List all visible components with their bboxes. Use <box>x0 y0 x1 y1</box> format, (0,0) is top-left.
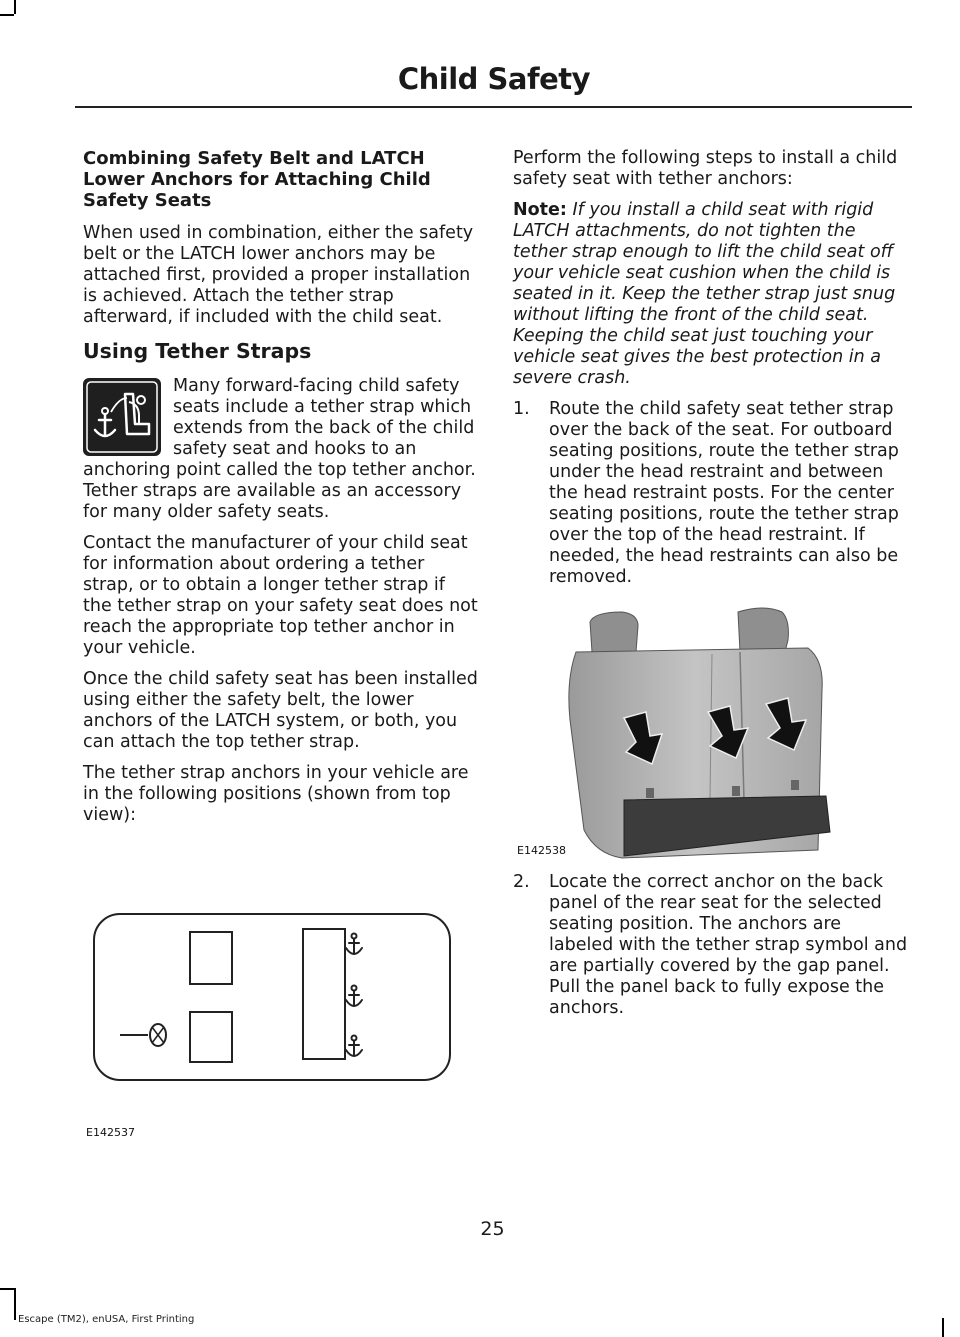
note-text: If you install a child seat with rigid LATCH attachments, do not tighten the tether strap enough to lift the child seat off your vehicle seat cushion when the child is seated in it. Keep the tether strap just snug without lifting the front of the child seat. Keeping the child seat just touching your vehicle seat gives the best protection in a severe crash. <box>513 200 896 388</box>
right-column <box>513 148 910 598</box>
step-number: 1. <box>513 399 530 419</box>
child-seat-tether-anchor-icon <box>83 378 161 456</box>
steps-list-part1 <box>513 399 910 588</box>
figure-label-left: E142537 <box>86 1126 135 1139</box>
page-title: Child Safety <box>397 62 590 96</box>
step-number: 2. <box>513 872 530 892</box>
section-heading-tether-straps: Using Tether Straps <box>83 339 312 363</box>
note-block <box>513 200 910 389</box>
list-item <box>513 399 910 588</box>
steps-list-part2 <box>513 872 910 1029</box>
crop-mark <box>0 1288 16 1290</box>
crop-mark <box>942 1318 944 1337</box>
paragraph-tether-straps: Many forward-facing child safety seats include a tether strap which extends from the back of the child safety seat and hooks to an anchoring point called the top tether anchor. Tether straps are available as an accessory for many older safety seats. <box>83 376 476 522</box>
paragraph-contact-manufacturer: Contact the manufacturer of your child seat for information about ordering a tether strap, or to obtain a longer tether strap if the tether strap on your safety seat does not reach the appropriate top tether anchor in your vehicle. <box>83 533 478 658</box>
crop-mark <box>0 14 14 16</box>
tether-intro-block <box>83 376 478 523</box>
crop-mark <box>14 0 16 14</box>
rear-seat-anchor-illustration <box>512 600 842 862</box>
note-label: Note: <box>513 200 567 220</box>
header-divider <box>75 106 912 108</box>
step-text: Locate the correct anchor on the back panel of the rear seat for the selected seating position. The anchors are labeled with the tether strap symbol and are partially covered by the gap panel. Pull the panel back to fully expose the anchors. <box>549 872 908 1018</box>
paragraph-anchor-positions: The tether strap anchors in your vehicle are in the following positions (shown from top view): <box>83 763 469 825</box>
page-number: 25 <box>480 1218 505 1240</box>
paragraph-once-installed: Once the child safety seat has been installed using either the safety belt, the lower anchors of the LATCH system, or both, you can attach the top tether strap. <box>83 669 478 752</box>
paragraph-steps-intro: Perform the following steps to install a child safety seat with tether anchors: <box>513 148 898 189</box>
steps-list-continued <box>513 872 910 1019</box>
left-column <box>83 148 478 836</box>
anchor-positions-diagram <box>92 912 452 1082</box>
crop-mark <box>14 1290 16 1320</box>
step-text: Route the child safety seat tether strap over the back of the seat. For outboard seating positions, route the tether strap under the head restraint and between the head restraint posts. For the center seating positions, route the tether strap over the top of the head restraint. If needed, the head restraints can also be removed. <box>549 399 899 587</box>
section-heading-combining: Combining Safety Belt and LATCH Lower Anchors for Attaching Child Safety Seats <box>83 148 431 211</box>
footer-text: Escape (TM2), enUSA, First Printing <box>18 1314 195 1325</box>
list-item <box>513 872 910 1019</box>
paragraph-combining: When used in combination, either the safety belt or the LATCH lower anchors may be attached first, provided a proper installation is achieved. Attach the tether strap afterward, if included with the child seat. <box>83 223 474 327</box>
figure-label-right: E142538 <box>517 844 566 857</box>
